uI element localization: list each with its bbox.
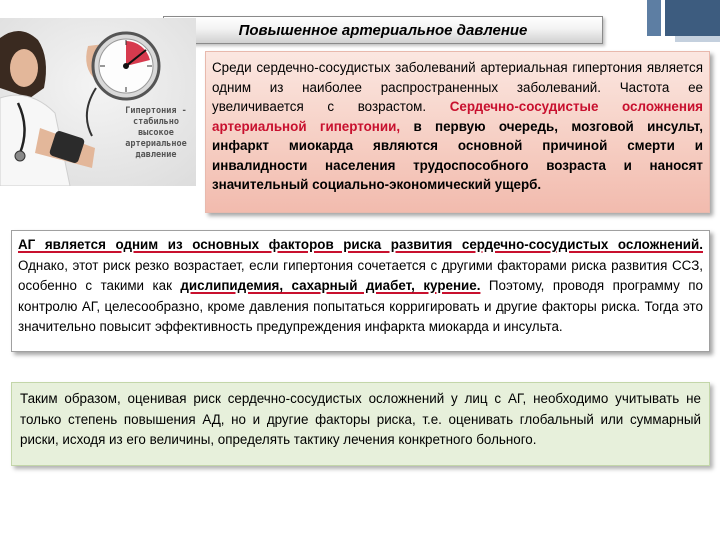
conclusion-text: Таким образом, оценивая риск сердечно-сосудистых осложнений у лиц с АГ, необходимо учитывать не только степень повышения АД, но и другие факторы риска, т.е. оценивать глобальный или суммарный риски, исходя из его величины, определять тактику лечения конкретного больного. [20, 391, 701, 447]
intro-text: Среди сердечно-сосудистых заболеваний артериальная гипертония является одним из наиболее распространенных заболеваний. Частота ее увеличивается с возрастом. [212, 60, 703, 114]
intro-highlight-bold: в первую очередь, мозговой инсульт, инфаркт миокарда являются основной причиной смерти и инвалидности населения трудоспособного возраста и наносят значительный социально-экономический ущерб. [212, 118, 703, 192]
intro-block [205, 51, 710, 213]
blood-pressure-photo [0, 18, 196, 186]
risk-lead-underlined: АГ является одним из основных факторов риска развития сердечно-сосудистых осложнений. [18, 237, 703, 252]
risk-factors-block [11, 230, 710, 352]
conclusion-block [11, 382, 710, 466]
page-title-text: Повышенное артериальное давление [238, 21, 528, 39]
risk-text-1: Однако, этот риск резко возрастает, если гипертония сочетается с другими факторами риска развития ССЗ, особенно с такими как [18, 257, 703, 293]
page-title [163, 16, 603, 44]
risk-factors-list: дислипидемия, сахарный диабет, курение. [180, 278, 481, 293]
corner-decoration [665, 0, 720, 36]
risk-text-2: Поэтому, проводя программу по контролю АГ, целесообразно, кроме давления попытаться корригировать и другие факторы риска. Тогда это значительно повысит эффективность предупреждения инфаркта миокарда и инсульта. [18, 278, 703, 334]
photo-caption: Гипертония - стабильно высокое артериальное давление [125, 106, 187, 160]
intro-highlight-red: Сердечно-сосудистые осложнения артериальной гипертонии, [212, 99, 703, 134]
